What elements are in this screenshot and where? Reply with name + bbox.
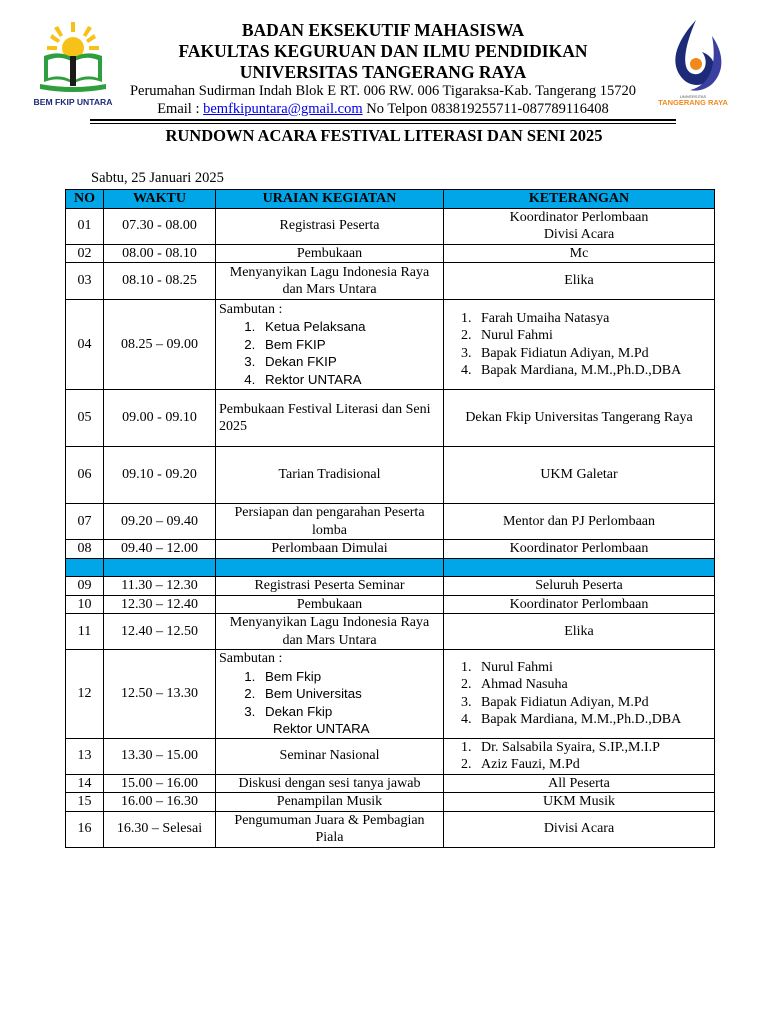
cell-keterangan: Elika (444, 263, 715, 300)
list-item: 2. Bem Universitas (259, 685, 440, 703)
cell-waktu: 12.30 – 12.40 (104, 595, 216, 614)
cell-uraian: Perlombaan Dimulai (216, 540, 444, 559)
sambutan-list (219, 668, 440, 721)
cell-waktu: 09.00 - 09.10 (104, 390, 216, 447)
cell-keterangan (444, 300, 715, 390)
cell-no: 16 (66, 811, 104, 847)
list-item: 3. Bapak Fidiatun Adiyan, M.Pd (475, 694, 711, 712)
col-header-keterangan: KETERANGAN (444, 190, 715, 209)
cell-uraian: Tarian Tradisional (216, 447, 444, 504)
event-date: Sabtu, 25 Januari 2025 (91, 170, 224, 186)
table-row (66, 774, 715, 793)
table-row (66, 540, 715, 559)
table-row (66, 738, 715, 774)
cell-uraian: Seminar Nasional (216, 738, 444, 774)
keterangan-list (447, 310, 711, 380)
cell-no: 11 (66, 614, 104, 650)
email-link[interactable]: bemfkipuntara@gmail.com (203, 101, 363, 117)
table-row (66, 595, 715, 614)
cell-keterangan: Dekan Fkip Universitas Tangerang Raya (444, 390, 715, 447)
cell-waktu: 07.30 - 08.00 (104, 208, 216, 244)
header-address: Perumahan Sudirman Indah Blok E RT. 006 RW. 006 Tigaraksa-Kab. Tangerang 15720 (129, 83, 637, 99)
logo-left-text: BEM FKIP UNTARA (33, 97, 113, 107)
table-row (66, 650, 715, 739)
phone-text: No Telpon 083819255711-087789116408 (366, 101, 609, 117)
col-header-no: NO (66, 190, 104, 209)
cell-uraian: Menyanyikan Lagu Indonesia Raya dan Mars Untara (216, 614, 444, 650)
cell-uraian: Penampilan Musik (216, 793, 444, 812)
cell-waktu: 15.00 – 16.00 (104, 774, 216, 793)
table-row (66, 811, 715, 847)
cell-no: 06 (66, 447, 104, 504)
cell-waktu: 08.00 - 08.10 (104, 244, 216, 263)
list-item: 4. Bapak Mardiana, M.M.,Ph.D.,DBA (475, 362, 711, 380)
cell-waktu: 09.20 – 09.40 (104, 504, 216, 540)
cell-no: 12 (66, 650, 104, 739)
list-item: 1. Bem Fkip (259, 668, 440, 686)
cell-waktu: 13.30 – 15.00 (104, 738, 216, 774)
table-row (66, 244, 715, 263)
table-row (66, 390, 715, 447)
sambutan-label: Sambutan : (219, 651, 283, 666)
cell-uraian (216, 300, 444, 390)
cell-keterangan (444, 738, 715, 774)
cell-no: 13 (66, 738, 104, 774)
cell-keterangan: Seluruh Peserta (444, 576, 715, 595)
cell-no: 05 (66, 390, 104, 447)
list-item: 1. Dr. Salsabila Syaira, S.IP.,M.I.P (475, 739, 711, 757)
cell-uraian: Registrasi Peserta Seminar (216, 576, 444, 595)
header-rule-thin (90, 123, 676, 124)
table-row (66, 614, 715, 650)
cell-keterangan: Koordinator Perlombaan (444, 595, 715, 614)
list-item: 3. Dekan FKIP (259, 353, 440, 371)
cell-keterangan: Elika (444, 614, 715, 650)
table-row (66, 793, 715, 812)
cell-uraian: Registrasi Peserta (216, 208, 444, 244)
cell-uraian: Pembukaan Festival Literasi dan Seni 2025 (216, 390, 444, 447)
list-item: 1. Farah Umaiha Natasya (475, 310, 711, 328)
table-row (66, 504, 715, 540)
cell-waktu: 08.25 – 09.00 (104, 300, 216, 390)
cell-uraian: Pembukaan (216, 244, 444, 263)
cell-no: 02 (66, 244, 104, 263)
table-row (66, 263, 715, 300)
col-header-uraian: URAIAN KEGIATAN (216, 190, 444, 209)
list-item: 3. Bapak Fidiatun Adiyan, M.Pd (475, 345, 711, 363)
cell-keterangan: Divisi Acara (444, 811, 715, 847)
cell-no: 01 (66, 208, 104, 244)
rundown-table (65, 189, 715, 848)
cell-keterangan: UKM Galetar (444, 447, 715, 504)
header-rule-thick (90, 119, 676, 121)
cell-uraian (216, 650, 444, 739)
cell-uraian: Menyanyikan Lagu Indonesia Raya dan Mars Untara (216, 263, 444, 300)
table-row (66, 447, 715, 504)
cell-no: 07 (66, 504, 104, 540)
cell-waktu: 16.30 – Selesai (104, 811, 216, 847)
header-contact (100, 100, 666, 118)
cell-no: 04 (66, 300, 104, 390)
sambutan-list (219, 318, 440, 388)
cell-keterangan (444, 650, 715, 739)
keterangan-list (447, 659, 711, 729)
list-item: 1. Ketua Pelaksana (259, 318, 440, 336)
table-row (66, 208, 715, 244)
cell-no: 15 (66, 793, 104, 812)
cell-waktu: 12.50 – 13.30 (104, 650, 216, 739)
cell-uraian: Diskusi dengan sesi tanya jawab (216, 774, 444, 793)
sambutan-extra: Rektor UNTARA (273, 721, 370, 736)
cell-keterangan: Mc (444, 244, 715, 263)
cell-no: 09 (66, 576, 104, 595)
table-row (66, 576, 715, 595)
list-item: 2. Aziz Fauzi, M.Pd (475, 756, 711, 774)
email-label: Email : (157, 101, 200, 117)
header-line-1: BADAN EKSEKUTIF MAHASISWA (241, 20, 525, 40)
list-item: 2. Bem FKIP (259, 336, 440, 354)
cell-waktu: 09.40 – 12.00 (104, 540, 216, 559)
cell-keterangan: Koordinator Perlombaan (444, 540, 715, 559)
cell-waktu: 11.30 – 12.30 (104, 576, 216, 595)
cell-keterangan: UKM Musik (444, 793, 715, 812)
cell-waktu: 09.10 - 09.20 (104, 447, 216, 504)
keterangan-list (447, 739, 711, 774)
table-header-row (66, 190, 715, 209)
list-item: 4. Bapak Mardiana, M.M.,Ph.D.,DBA (475, 711, 711, 729)
list-item: 3. Dekan Fkip (259, 703, 440, 721)
cell-no: 08 (66, 540, 104, 559)
keterangan-line: Koordinator Perlombaan (509, 209, 649, 225)
header-line-2: FAKULTAS KEGURUAN DAN ILMU PENDIDIKAN (178, 41, 588, 61)
cell-keterangan (444, 208, 715, 244)
cell-uraian: Persiapan dan pengarahan Peserta lomba (216, 504, 444, 540)
cell-no: 03 (66, 263, 104, 300)
keterangan-line: Divisi Acara (543, 227, 615, 242)
list-item: 2. Nurul Fahmi (475, 327, 711, 345)
logo-right-small-text: UNIVERSITAS (679, 94, 707, 99)
cell-keterangan: All Peserta (444, 774, 715, 793)
cell-waktu: 16.00 – 16.30 (104, 793, 216, 812)
logo-right-text: TANGERANG RAYA (658, 98, 728, 107)
section-separator-row (66, 558, 715, 576)
list-item: 1. Nurul Fahmi (475, 659, 711, 677)
col-header-waktu: WAKTU (104, 190, 216, 209)
cell-uraian: Pembukaan (216, 595, 444, 614)
table-row (66, 300, 715, 390)
cell-keterangan: Mentor dan PJ Perlombaan (444, 504, 715, 540)
header-line-3: UNIVERSITAS TANGERANG RAYA (239, 62, 527, 82)
cell-waktu: 08.10 - 08.25 (104, 263, 216, 300)
cell-no: 10 (66, 595, 104, 614)
list-item: 4. Rektor UNTARA (259, 371, 440, 389)
list-item: 2. Ahmad Nasuha (475, 676, 711, 694)
cell-no: 14 (66, 774, 104, 793)
sambutan-label: Sambutan : (219, 301, 283, 317)
document-title: RUNDOWN ACARA FESTIVAL LITERASI DAN SENI 2025 (165, 126, 603, 145)
cell-waktu: 12.40 – 12.50 (104, 614, 216, 650)
cell-uraian: Pengumuman Juara & Pembagian Piala (216, 811, 444, 847)
